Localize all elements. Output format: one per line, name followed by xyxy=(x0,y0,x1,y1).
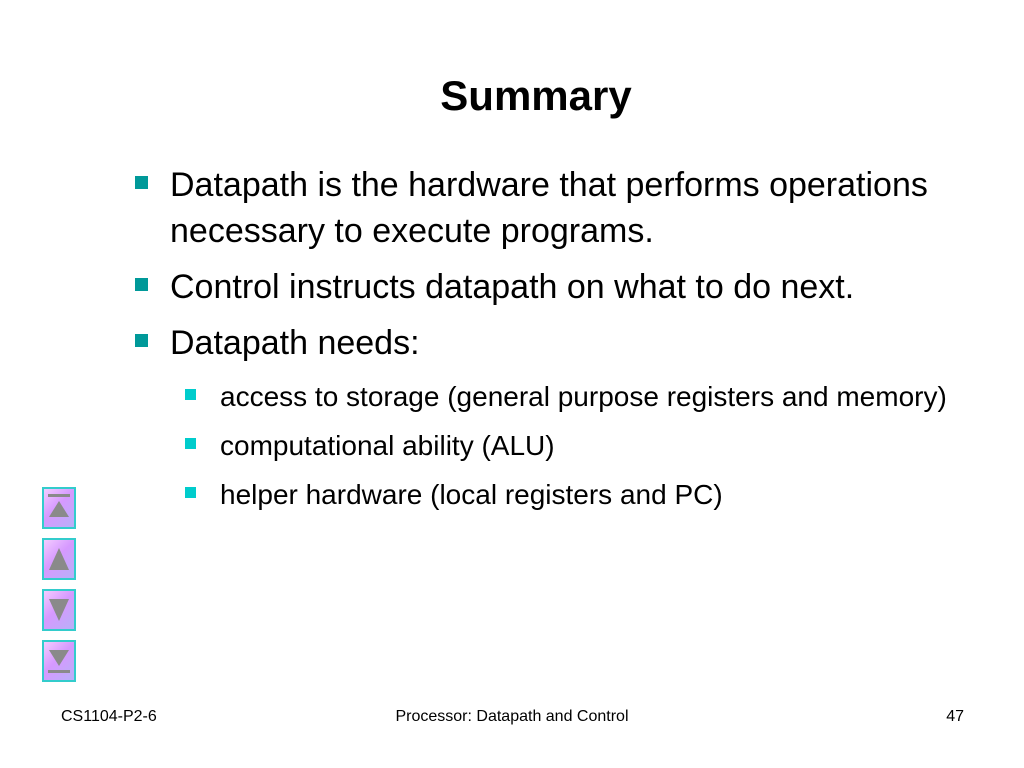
sub-bullet-list xyxy=(180,376,1000,515)
square-bullet-icon xyxy=(135,278,148,291)
footer-page-number: 47 xyxy=(946,708,964,725)
sub-bullet-text: computational ability (ALU) xyxy=(220,430,555,461)
last-slide-icon xyxy=(46,644,72,678)
footer-topic: Processor: Datapath and Control xyxy=(395,708,629,725)
last-slide-button[interactable] xyxy=(42,640,76,682)
first-slide-icon xyxy=(46,491,72,525)
sub-bullet-text: helper hardware (local registers and PC) xyxy=(220,479,723,510)
bullet-text: Control instructs datapath on what to do next. xyxy=(170,268,855,306)
sub-bullet-item xyxy=(180,425,1000,466)
sub-bullet-text: access to storage (general purpose registers and memory) xyxy=(220,381,947,412)
bullet-item xyxy=(130,320,1000,366)
previous-slide-icon xyxy=(46,542,72,576)
sub-bullet-item xyxy=(180,376,1000,417)
slide-title: Summary xyxy=(440,72,632,119)
square-bullet-icon xyxy=(185,389,196,400)
bullet-text: Datapath needs: xyxy=(170,324,420,362)
footer-course-code: CS1104-P2-6 xyxy=(61,708,157,725)
square-bullet-icon xyxy=(185,487,196,498)
previous-slide-button[interactable] xyxy=(42,538,76,580)
slide-body xyxy=(130,162,1000,523)
first-slide-button[interactable] xyxy=(42,487,76,529)
bullet-item xyxy=(130,162,1000,254)
next-slide-icon xyxy=(46,593,72,627)
square-bullet-icon xyxy=(135,334,148,347)
bullet-item xyxy=(130,264,1000,310)
bullet-text: Datapath is the hardware that performs operations necessary to execute programs. xyxy=(170,166,928,250)
square-bullet-icon xyxy=(185,438,196,449)
square-bullet-icon xyxy=(135,176,148,189)
sub-bullet-item xyxy=(180,474,1000,515)
next-slide-button[interactable] xyxy=(42,589,76,631)
